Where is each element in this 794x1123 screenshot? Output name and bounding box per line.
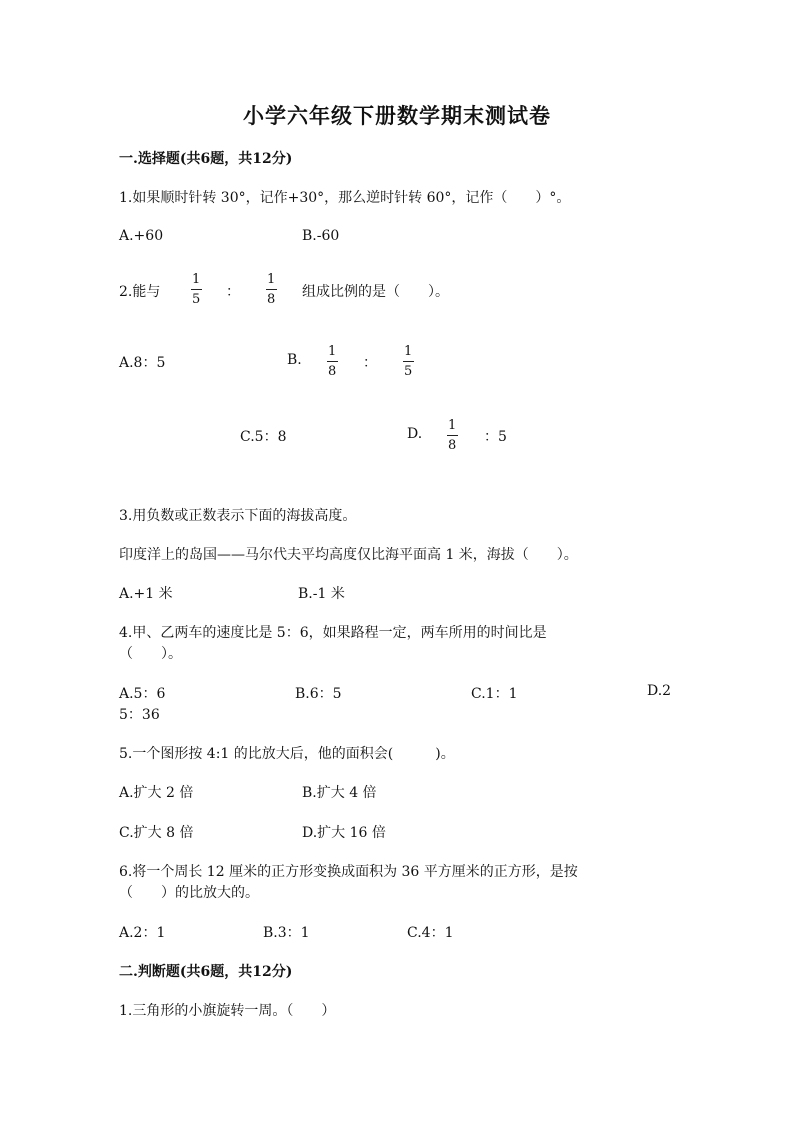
fraction-denominator: 5 <box>404 364 413 379</box>
question-2-option-b-fraction-1 <box>326 345 338 378</box>
question-4-option-d-line-1: D.2 <box>647 683 672 699</box>
fraction-bar <box>191 289 202 290</box>
fraction-denominator: 8 <box>267 292 276 307</box>
fraction-bar <box>447 435 458 436</box>
fraction-numerator: 1 <box>448 418 457 433</box>
question-4-option-c: C.1：1 <box>471 686 518 702</box>
question-4-option-d-line-2: 5：36 <box>119 707 160 723</box>
question-1-option-a: A.+60 <box>119 228 164 244</box>
question-6-stem-line-1: 6.将一个周长 12 厘米的正方形变换成面积为 36 平方厘米的正方形，是按 <box>119 864 578 880</box>
fraction-denominator: 8 <box>328 364 337 379</box>
question-2-option-d-fraction <box>446 419 458 452</box>
judge-question-1-stem: 1.三角形的小旗旋转一周。（ ） <box>119 1003 336 1019</box>
question-5-option-b: B.扩大 4 倍 <box>302 785 377 801</box>
question-2-option-b-label: B. <box>287 352 302 368</box>
question-2-option-a: A.8：5 <box>119 355 166 371</box>
question-2-option-c: C.5：8 <box>240 429 287 445</box>
question-5-stem: 5.一个图形按 4:1 的比放大后，他的面积会( )。 <box>119 746 455 762</box>
fraction-denominator: 5 <box>192 292 201 307</box>
question-2-fraction-1 <box>190 273 202 306</box>
question-1-stem: 1.如果顺时针转 30°，记作+30°，那么逆时针转 60°，记作（ ）°。 <box>119 190 571 206</box>
question-2-option-b-fraction-2 <box>402 345 414 378</box>
fraction-numerator: 1 <box>267 272 276 287</box>
question-2-fraction-2 <box>265 273 277 306</box>
question-3-option-a: A.+1 米 <box>119 586 173 602</box>
question-2-colon: ： <box>226 284 240 300</box>
question-3-stem: 3.用负数或正数表示下面的海拔高度。 <box>119 508 357 524</box>
question-6-option-a: A.2：1 <box>119 925 166 941</box>
section-heading-true-false: 二.判断题(共6题，共12分) <box>119 964 293 980</box>
question-2-prefix: 2.能与 <box>119 284 161 300</box>
question-6-option-b: B.3：1 <box>263 925 310 941</box>
question-2-option-b-colon: ： <box>363 355 377 371</box>
question-2-option-d-label: D. <box>407 426 423 442</box>
fraction-denominator: 8 <box>448 438 457 453</box>
question-2-suffix: 组成比例的是（ ）。 <box>302 284 449 300</box>
question-1-option-b: B.-60 <box>302 228 340 244</box>
question-6-option-c: C.4：1 <box>407 925 454 941</box>
page-title: 小学六年级下册数学期末测试卷 <box>243 103 551 128</box>
question-4-stem-line-2: （ ）。 <box>119 646 182 662</box>
fraction-bar <box>327 361 338 362</box>
fraction-numerator: 1 <box>192 272 201 287</box>
question-3-option-b: B.-1 米 <box>298 586 345 602</box>
question-5-option-d: D.扩大 16 倍 <box>302 825 386 841</box>
fraction-bar <box>403 361 414 362</box>
section-heading-choice: 一.选择题(共6题，共12分) <box>119 151 293 167</box>
question-4-option-a: A.5：6 <box>119 686 166 702</box>
question-2-option-d-suffix: ：5 <box>484 429 507 445</box>
fraction-numerator: 1 <box>328 344 337 359</box>
question-4-stem-line-1: 4.甲、乙两车的速度比是 5：6，如果路程一定，两车所用的时间比是 <box>119 625 547 641</box>
fraction-bar <box>266 289 277 290</box>
fraction-numerator: 1 <box>404 344 413 359</box>
question-3-subtext: 印度洋上的岛国——马尔代夫平均高度仅比海平面高 1 米，海拔（ ）。 <box>119 547 578 563</box>
question-5-option-a: A.扩大 2 倍 <box>119 785 194 801</box>
question-5-option-c: C.扩大 8 倍 <box>119 825 194 841</box>
question-6-stem-line-2: （ ）的比放大的。 <box>119 885 259 901</box>
question-4-option-b: B.6：5 <box>295 686 342 702</box>
